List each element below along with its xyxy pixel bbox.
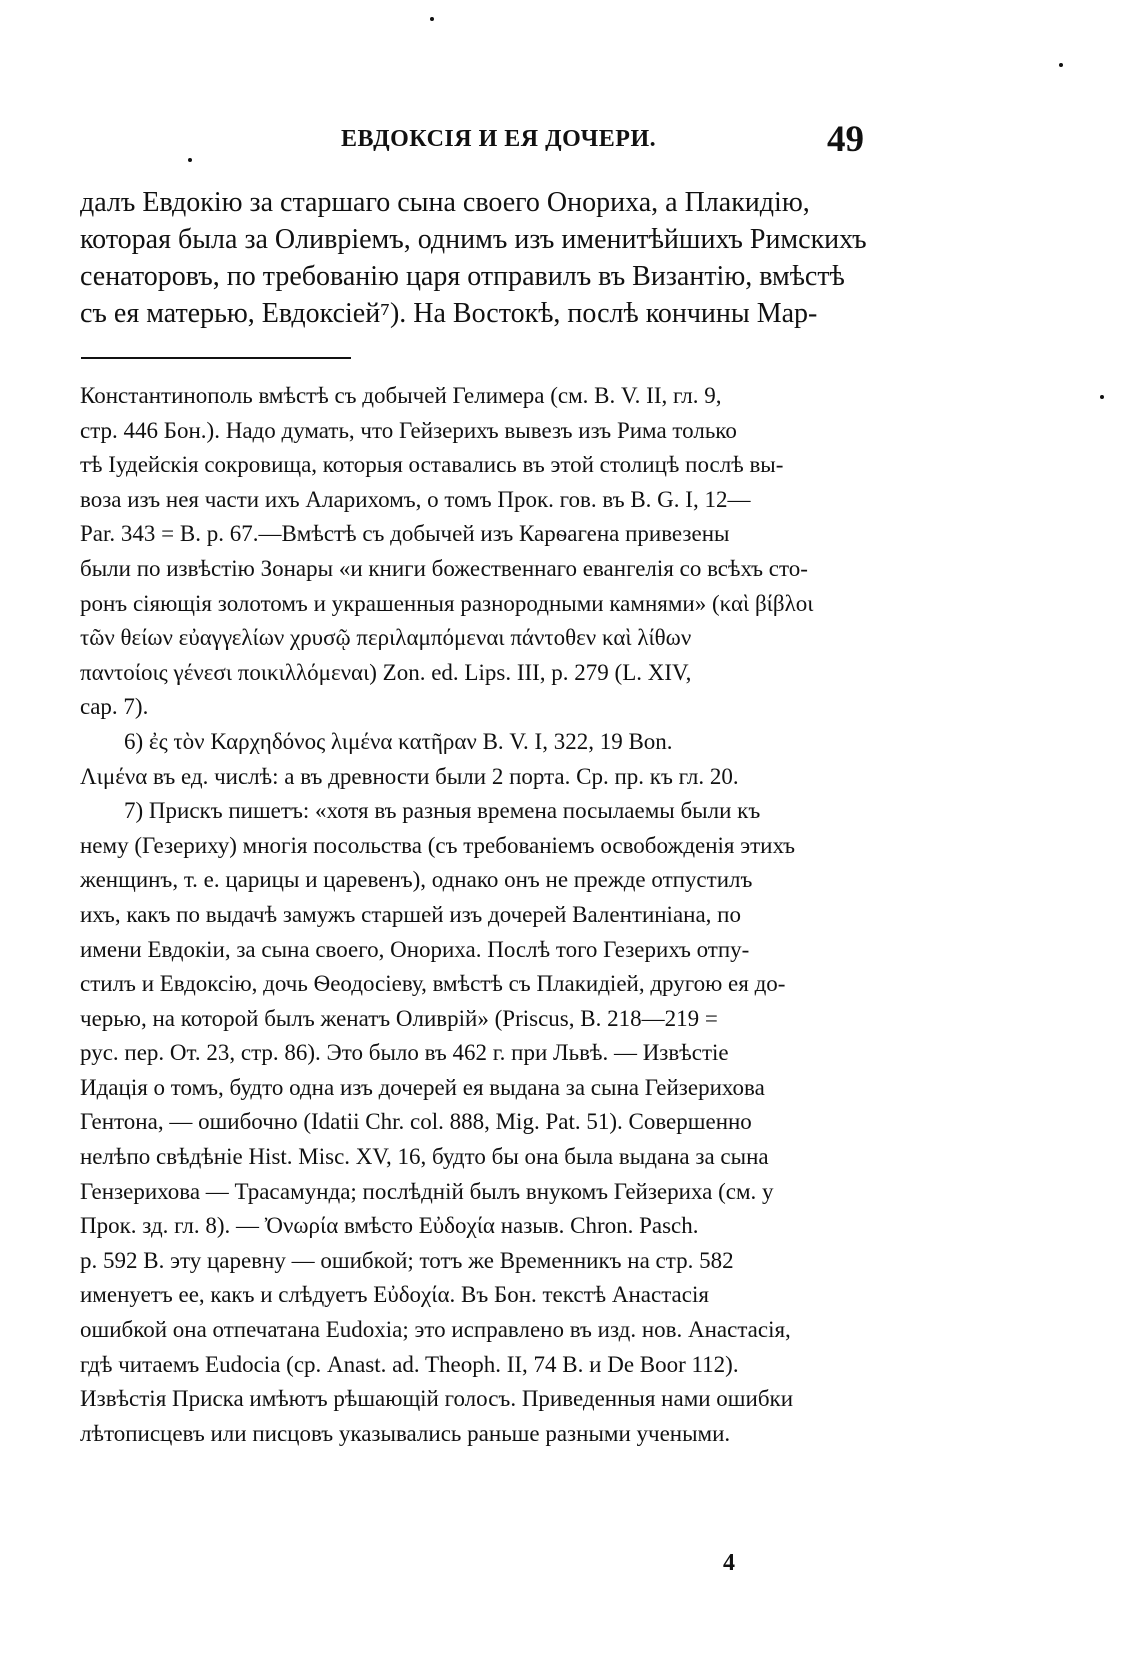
footnote-line: тѣ Іудейскія сокровища, которыя оставались въ этой столицѣ послѣ вы- xyxy=(80,452,784,478)
print-speck xyxy=(430,17,434,21)
footnote-line: нелѣпо свѣдѣніе Hist. Misc. XV, 16, будто бы она была выдана за сына xyxy=(80,1144,769,1170)
footnote-7-line: 7) Прискъ пишетъ: «хотя въ разныя времена посылаемы были къ xyxy=(124,798,761,824)
footnote-line: стилъ и Евдоксію, дочь Ѳеодосіеву, вмѣстѣ съ Плакидіей, другою ея до- xyxy=(80,971,786,997)
footnote-line: Гентона, — ошибочно (Idatii Chr. col. 888, Mig. Pat. 51). Совершенно xyxy=(80,1109,752,1135)
footnote-line: именуетъ ее, какъ и слѣдуетъ Εὐδοχία. Въ Бон. текстѣ Анастасія xyxy=(80,1282,709,1308)
running-header-title: ЕВДОКСІЯ И ЕЯ ДОЧЕРИ. xyxy=(341,126,657,152)
footnote-line: гдѣ читаемъ Eudocia (ср. Anast. ad. Theoph. II, 74 B. и De Boor 112). xyxy=(80,1351,739,1377)
page-number: 49 xyxy=(827,119,864,160)
footnote-line: воза изъ нея части ихъ Аларихомъ, о томъ Прок. гов. въ В. G. I, 12— xyxy=(80,486,751,512)
footnote-line: ихъ, какъ по выдачѣ замужъ старшей изъ дочерей Валентиніана, по xyxy=(80,901,741,927)
footnote-line: Идація о томъ, будто одна изъ дочерей ея выдана за сына Гейзерихова xyxy=(80,1074,765,1100)
print-speck xyxy=(188,158,192,162)
footnote-line: стр. 446 Бон.). Надо думать, что Гейзерихъ вывезъ изъ Рима только xyxy=(80,417,737,443)
footnote-line: Гензерихова — Трасамунда; послѣдній былъ внукомъ Гейзериха (см. у xyxy=(80,1178,774,1204)
main-text-line: далъ Евдокію за старшаго сына своего Онориха, а Плакидію, xyxy=(80,187,810,218)
footnote-6-line: 6) ἐς τὸν Καρχηδόνος λιμένα κατῆραν В. V. I, 322, 19 Bon. xyxy=(124,728,673,754)
footnotes-block xyxy=(80,379,870,1451)
footnote-separator-rule xyxy=(81,357,351,359)
main-text-line: сенаторовъ, по требованію царя отправилъ въ Византію, вмѣстѣ xyxy=(80,261,845,292)
footnote-line: Прок. зд. гл. 8). — Ὀνωρία вмѣсто Εὐδοχία назыв. Chron. Pasch. xyxy=(80,1213,699,1239)
footnote-line: cap. 7). xyxy=(80,694,149,720)
footnote-line: имени Евдокіи, за сына своего, Онориха. Послѣ того Гезерихъ отпу- xyxy=(80,936,750,962)
printer-signature-mark: 4 xyxy=(723,1550,735,1576)
footnote-line: лѣтописцевъ или писцовъ указывались раньше разными учеными. xyxy=(80,1420,731,1446)
footnote-line: черью, на которой былъ женатъ Оливрій» (Priscus, В. 218—219 = xyxy=(80,1005,718,1031)
footnote-line: ошибкой она отпечатана Eudoxia; это исправлено въ изд. нов. Анастасія, xyxy=(80,1317,791,1343)
footnote-line: p. 592 В. эту царевну — ошибкой; тотъ же Временникъ на стр. 582 xyxy=(80,1247,734,1273)
footnote-line: были по извѣстію Зонары «и книги божественнаго евангелія со всѣхъ сто- xyxy=(80,555,808,581)
footnote-line: τῶν θείων εὐαγγελίων χρυσῷ περιλαμπόμεναι πάντοθεν καὶ λίθων xyxy=(80,625,692,651)
footnote-line: ронъ сіяющія золотомъ и украшенныя разнородными камнями» (καὶ βίβλοι xyxy=(80,590,814,616)
footnote-line: женщинъ, т. е. царицы и царевенъ), однако онъ не прежде отпустилъ xyxy=(80,867,753,893)
footnote-line: Par. 343 = В. р. 67.—Вмѣстѣ съ добычей изъ Карѳагена привезены xyxy=(80,521,730,547)
print-speck xyxy=(1100,395,1104,399)
footnote-line: рус. пер. От. 23, стр. 86). Это было въ 462 г. при Львѣ. — Извѣстіе xyxy=(80,1040,729,1066)
main-text-line: съ ея матерью, Евдоксіей⁷). На Востокѣ, послѣ кончины Мар- xyxy=(80,298,818,329)
footnote-line: παντοίοις γένεσι ποικιλλόμεναι) Zon. ed. Lips. III, p. 279 (L. XIV, xyxy=(80,659,692,685)
footnote-line: Λιμένα въ ед. числѣ: а въ древности были 2 порта. Ср. пр. къ гл. 20. xyxy=(80,763,739,789)
footnote-line: Константинополь вмѣстѣ съ добычей Гелимера (см. В. V. II, гл. 9, xyxy=(80,383,722,408)
print-speck xyxy=(1059,63,1063,67)
main-text-block xyxy=(80,184,870,332)
footnote-line: Извѣстія Приска имѣютъ рѣшающій голосъ. Приведенныя нами ошибки xyxy=(80,1386,794,1412)
footnote-line: нему (Гезериху) многія посольства (съ требованіемъ освобожденія этихъ xyxy=(80,832,796,858)
main-text-line: которая была за Оливріемъ, однимъ изъ именитѣйшихъ Римскихъ xyxy=(80,224,867,255)
